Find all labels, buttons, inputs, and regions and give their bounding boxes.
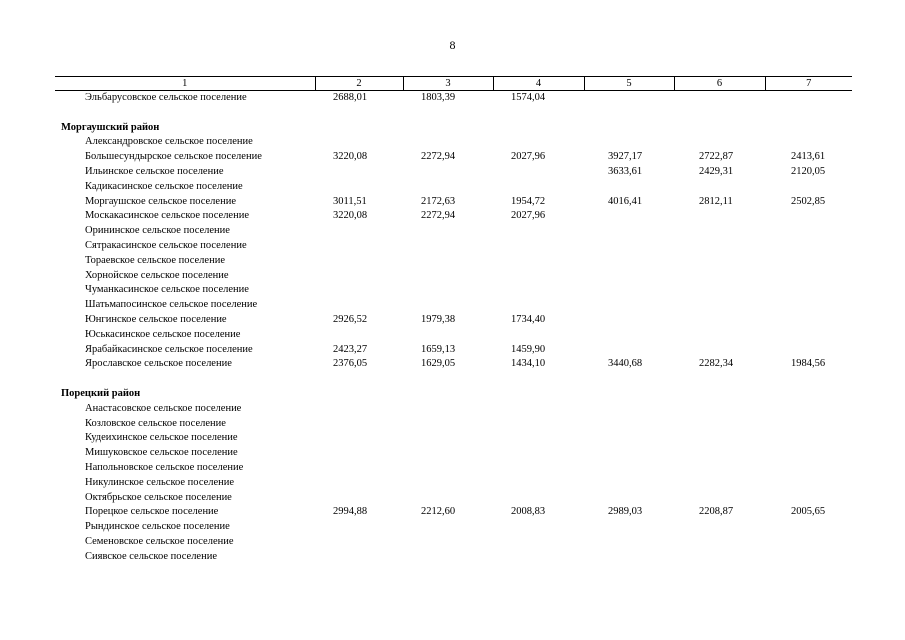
value-cell-col-6 [674, 328, 765, 343]
column-header-1: 1 [55, 77, 315, 91]
value-cell-col-6 [674, 417, 765, 432]
table-row [55, 520, 852, 535]
value-cell-col-5 [584, 476, 674, 491]
settlement-name: Тораевское сельское поселение [85, 254, 225, 266]
value-cell-col-5 [584, 254, 674, 269]
value-cell-col-6 [674, 239, 765, 254]
settlement-name: Москакасинское сельское поселение [85, 210, 249, 222]
value-cell-col-3 [403, 431, 493, 446]
column-header-4: 4 [493, 77, 584, 91]
value-cell-col-3 [403, 550, 493, 565]
value-cell-col-3: 2272,94 [421, 151, 456, 163]
settlement-name: Юнгинское сельское поселение [85, 313, 227, 325]
value-cell-col-3 [403, 446, 493, 461]
table-row [55, 209, 852, 224]
page-number: 8 [449, 38, 456, 52]
value-cell-col-2 [315, 446, 403, 461]
value-cell-col-4 [493, 239, 584, 254]
table-row [55, 417, 852, 432]
value-cell-col-4: 2027,96 [511, 151, 546, 163]
value-cell-col-6 [674, 313, 765, 328]
value-cell-col-2 [315, 135, 403, 150]
value-cell-col-6 [674, 520, 765, 535]
value-cell-col-4 [493, 254, 584, 269]
value-cell-col-5 [584, 520, 674, 535]
value-cell-col-7 [765, 520, 852, 535]
value-cell-col-7 [765, 224, 852, 239]
value-cell-col-4 [493, 298, 584, 313]
settlement-name: Сиявское сельское поселение [85, 550, 217, 562]
tariff-table [55, 76, 852, 565]
value-cell-col-4 [493, 224, 584, 239]
value-cell-col-6 [674, 402, 765, 417]
value-cell-col-7 [765, 269, 852, 284]
value-cell-col-3 [403, 135, 493, 150]
settlement-name: Анастасовское сельское поселение [85, 402, 242, 414]
spacer-row [55, 372, 852, 387]
value-cell-col-2: 2423,27 [333, 343, 368, 355]
value-cell-col-5: 2989,03 [608, 506, 643, 518]
column-header-5: 5 [584, 77, 674, 91]
value-cell-col-3: 1979,38 [421, 313, 456, 325]
value-cell-col-4 [493, 269, 584, 284]
value-cell-col-5: 3927,17 [608, 151, 643, 163]
value-cell-col-2 [315, 239, 403, 254]
value-cell-col-7 [765, 239, 852, 254]
district-name: Моргаушский район [61, 121, 160, 133]
table-row [55, 505, 852, 520]
settlement-name: Чуманкасинское сельское поселение [85, 284, 249, 296]
value-cell-col-5 [584, 269, 674, 284]
table-row [55, 180, 852, 195]
value-cell-col-3 [403, 535, 493, 550]
table-body [55, 91, 852, 565]
settlement-name: Ильинское сельское поселение [85, 165, 224, 177]
settlement-name: Порецкое сельское поселение [85, 506, 219, 518]
value-cell-col-7: 2120,05 [791, 165, 826, 177]
value-cell-col-5 [584, 446, 674, 461]
value-cell-col-3 [403, 298, 493, 313]
table-row [55, 535, 852, 550]
district-name: Порецкий район [61, 387, 141, 399]
column-header-6: 6 [674, 77, 765, 91]
value-cell-col-5 [584, 343, 674, 358]
value-cell-col-3 [403, 180, 493, 195]
value-cell-col-6 [674, 476, 765, 491]
value-cell-col-4 [493, 476, 584, 491]
value-cell-col-3: 2172,63 [421, 195, 456, 207]
value-cell-col-7 [765, 313, 852, 328]
value-cell-col-2: 3220,08 [333, 210, 368, 222]
value-cell-col-6 [674, 283, 765, 298]
value-cell-col-5: 4016,41 [608, 195, 643, 207]
value-cell-col-2 [315, 550, 403, 565]
value-cell-col-4: 1434,10 [511, 358, 546, 370]
value-cell-col-2 [315, 402, 403, 417]
value-cell-col-5 [584, 491, 674, 506]
value-cell-col-6 [674, 269, 765, 284]
value-cell-col-6: 2429,31 [699, 165, 734, 177]
value-cell-col-3 [403, 402, 493, 417]
value-cell-col-6 [674, 224, 765, 239]
table-row [55, 135, 852, 150]
table-row [55, 195, 852, 210]
value-cell-col-7 [765, 343, 852, 358]
table-row [55, 313, 852, 328]
value-cell-col-7 [765, 91, 852, 106]
spacer-cell [55, 106, 852, 121]
settlement-name: Козловское сельское поселение [85, 417, 226, 429]
value-cell-col-7 [765, 135, 852, 150]
header-row [55, 77, 852, 91]
value-cell-col-6 [674, 254, 765, 269]
value-cell-col-3 [403, 417, 493, 432]
value-cell-col-4 [493, 535, 584, 550]
value-cell-col-4 [493, 135, 584, 150]
value-cell-col-2 [315, 180, 403, 195]
value-cell-col-2 [315, 476, 403, 491]
value-cell-col-2 [315, 491, 403, 506]
value-cell-col-2: 2994,88 [333, 506, 368, 518]
settlement-name: Шатьмапосинское сельское поселение [85, 299, 258, 311]
value-cell-col-4 [493, 550, 584, 565]
value-cell-col-6: 2208,87 [699, 506, 734, 518]
value-cell-col-7 [765, 180, 852, 195]
settlement-name: Хорнойское сельское поселение [85, 269, 229, 281]
settlement-name: Сятракасинское сельское поселение [85, 239, 247, 251]
value-cell-col-3 [403, 239, 493, 254]
value-cell-col-2: 3011,51 [333, 195, 367, 207]
value-cell-col-4 [493, 446, 584, 461]
value-cell-col-7: 2502,85 [791, 195, 826, 207]
value-cell-col-2: 2376,05 [333, 358, 368, 370]
table-row [55, 402, 852, 417]
settlement-name: Моргаушское сельское поселение [85, 195, 236, 207]
value-cell-col-2 [315, 254, 403, 269]
value-cell-col-5 [584, 239, 674, 254]
value-cell-col-7: 2413,61 [791, 151, 826, 163]
settlement-name: Александровское сельское поселение [85, 136, 253, 148]
value-cell-col-3 [403, 520, 493, 535]
value-cell-col-2: 2926,52 [333, 313, 368, 325]
value-cell-col-3 [403, 269, 493, 284]
value-cell-col-3 [403, 165, 493, 180]
value-cell-col-7 [765, 476, 852, 491]
value-cell-col-4: 1459,90 [511, 343, 546, 355]
value-cell-col-6 [674, 461, 765, 476]
value-cell-col-2 [315, 298, 403, 313]
value-cell-col-6 [674, 180, 765, 195]
value-cell-col-3 [403, 283, 493, 298]
value-cell-col-7 [765, 417, 852, 432]
table-row [55, 357, 852, 372]
column-header-7: 7 [765, 77, 852, 91]
value-cell-col-5 [584, 328, 674, 343]
value-cell-col-5 [584, 135, 674, 150]
value-cell-col-3: 1803,39 [421, 92, 456, 103]
settlement-name: Орининское сельское поселение [85, 225, 230, 237]
value-cell-col-5 [584, 209, 674, 224]
value-cell-col-4: 1734,40 [511, 313, 546, 325]
value-cell-col-4: 2027,96 [511, 210, 546, 222]
value-cell-col-3: 2212,60 [421, 506, 456, 518]
value-cell-col-6 [674, 298, 765, 313]
value-cell-col-6 [674, 491, 765, 506]
value-cell-col-5 [584, 180, 674, 195]
value-cell-col-2 [315, 461, 403, 476]
value-cell-col-3: 1629,05 [421, 358, 456, 370]
value-cell-col-5 [584, 417, 674, 432]
value-cell-col-4 [493, 461, 584, 476]
value-cell-col-2 [315, 224, 403, 239]
value-cell-col-6 [674, 431, 765, 446]
value-cell-col-3 [403, 476, 493, 491]
value-cell-col-4 [493, 491, 584, 506]
table-row [55, 461, 852, 476]
table-row [55, 431, 852, 446]
value-cell-col-7 [765, 209, 852, 224]
value-cell-col-4 [493, 431, 584, 446]
value-cell-col-5 [584, 402, 674, 417]
value-cell-col-7 [765, 402, 852, 417]
value-cell-col-7 [765, 328, 852, 343]
value-cell-col-3 [403, 254, 493, 269]
value-cell-col-5: 3440,68 [608, 358, 643, 370]
table-row [55, 491, 852, 506]
value-cell-col-3 [403, 224, 493, 239]
value-cell-col-7 [765, 431, 852, 446]
table-row [55, 446, 852, 461]
table-row [55, 150, 852, 165]
value-cell-col-2 [315, 165, 403, 180]
value-cell-col-4 [493, 520, 584, 535]
district-row [55, 387, 852, 402]
value-cell-col-7: 1984,56 [791, 358, 826, 370]
value-cell-col-3 [403, 328, 493, 343]
value-cell-col-6 [674, 135, 765, 150]
settlement-name: Семеновское сельское поселение [85, 535, 234, 547]
value-cell-col-5 [584, 91, 674, 106]
value-cell-col-6 [674, 343, 765, 358]
value-cell-col-2 [315, 417, 403, 432]
table-row [55, 283, 852, 298]
value-cell-col-2 [315, 328, 403, 343]
table-row [55, 91, 852, 106]
value-cell-col-7 [765, 535, 852, 550]
value-cell-col-5 [584, 313, 674, 328]
value-cell-col-4 [493, 402, 584, 417]
value-cell-col-4 [493, 328, 584, 343]
settlement-name: Юськасинское сельское поселение [85, 328, 241, 340]
settlement-name: Эльбарусовское сельское поселение [85, 92, 247, 103]
value-cell-col-7 [765, 254, 852, 269]
value-cell-col-5 [584, 224, 674, 239]
value-cell-col-4 [493, 283, 584, 298]
value-cell-col-4: 1954,72 [511, 195, 546, 207]
value-cell-col-2 [315, 520, 403, 535]
table-row [55, 550, 852, 565]
table-row [55, 298, 852, 313]
table-row [55, 476, 852, 491]
value-cell-col-6 [674, 209, 765, 224]
table-row [55, 254, 852, 269]
value-cell-col-4: 2008,83 [511, 506, 546, 518]
settlement-name: Ярабайкасинское сельское поселение [85, 343, 253, 355]
settlement-name: Никулинское сельское поселение [85, 476, 235, 488]
value-cell-col-6 [674, 550, 765, 565]
value-cell-col-4 [493, 165, 584, 180]
value-cell-col-2 [315, 535, 403, 550]
value-cell-col-4 [493, 180, 584, 195]
value-cell-col-5 [584, 461, 674, 476]
value-cell-col-7 [765, 550, 852, 565]
settlement-name: Кудеихинское сельское поселение [85, 432, 238, 444]
value-cell-col-4 [493, 417, 584, 432]
value-cell-col-5 [584, 298, 674, 313]
value-cell-col-7 [765, 298, 852, 313]
settlement-name: Большесундырское сельское поселение [85, 151, 262, 163]
value-cell-col-5 [584, 431, 674, 446]
value-cell-col-2 [315, 431, 403, 446]
value-cell-col-6 [674, 91, 765, 106]
value-cell-col-2: 2688,01 [333, 92, 368, 103]
value-cell-col-7: 2005,65 [791, 506, 826, 518]
value-cell-col-5 [584, 550, 674, 565]
settlement-name: Рындинское сельское поселение [85, 521, 230, 533]
value-cell-col-5: 3633,61 [608, 165, 643, 177]
settlement-name: Октябрьское сельское поселение [85, 491, 232, 503]
value-cell-col-2 [315, 283, 403, 298]
table-row [55, 224, 852, 239]
settlement-name: Мишуковское сельское поселение [85, 447, 238, 459]
value-cell-col-2: 3220,08 [333, 151, 368, 163]
value-cell-col-7 [765, 446, 852, 461]
value-cell-col-7 [765, 283, 852, 298]
table-row [55, 269, 852, 284]
value-cell-col-7 [765, 491, 852, 506]
value-cell-col-5 [584, 283, 674, 298]
value-cell-col-6: 2812,11 [699, 195, 733, 207]
table-row [55, 343, 852, 358]
spacer-row [55, 106, 852, 121]
column-header-3: 3 [403, 77, 493, 91]
value-cell-col-6: 2722,87 [699, 151, 734, 163]
value-cell-col-2 [315, 269, 403, 284]
table-row [55, 165, 852, 180]
column-header-2: 2 [315, 77, 403, 91]
value-cell-col-3 [403, 491, 493, 506]
settlement-name: Ярославское сельское поселение [85, 358, 232, 370]
table-row [55, 328, 852, 343]
value-cell-col-6 [674, 535, 765, 550]
value-cell-col-7 [765, 461, 852, 476]
value-cell-col-5 [584, 535, 674, 550]
table-row [55, 239, 852, 254]
value-cell-col-3: 2272,94 [421, 210, 456, 222]
value-cell-col-6: 2282,34 [699, 358, 734, 370]
spacer-cell [55, 372, 852, 387]
settlement-name: Напольновское сельское поселение [85, 461, 244, 473]
value-cell-col-6 [674, 446, 765, 461]
value-cell-col-3 [403, 461, 493, 476]
settlement-name: Кадикасинское сельское поселение [85, 180, 243, 192]
value-cell-col-4: 1574,04 [511, 92, 546, 103]
value-cell-col-3: 1659,13 [421, 343, 456, 355]
district-row [55, 121, 852, 136]
